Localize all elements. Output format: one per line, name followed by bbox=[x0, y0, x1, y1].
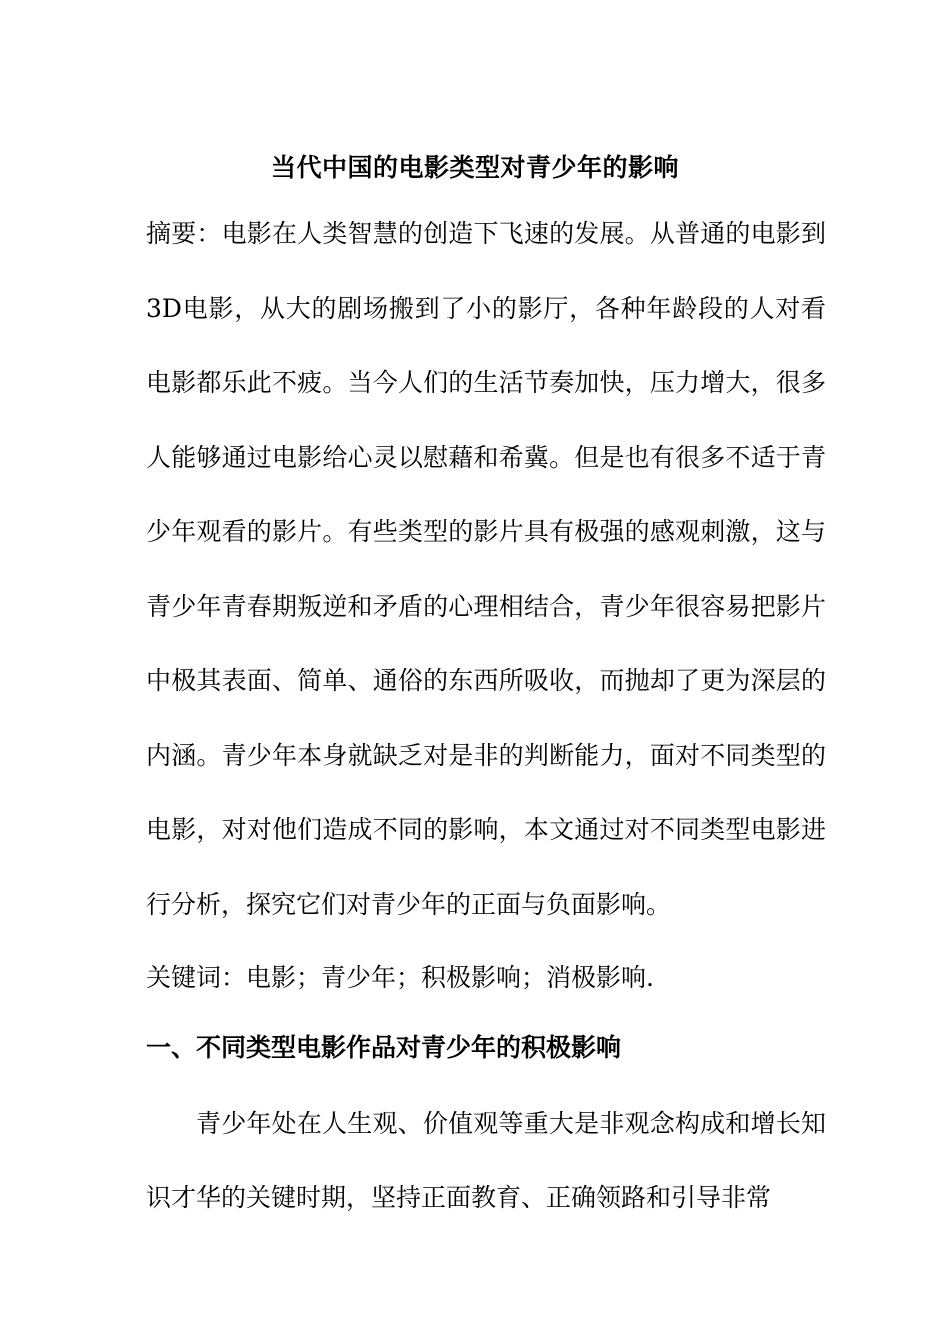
keywords-line: 关键词：电影；青少年；积极影响；消极影响. bbox=[146, 963, 654, 992]
body-paragraph: 青少年处在人生观、价值观等重大是非观念构成和增长知识才华的关键时期，坚持正面教育、正确领路和引导非常 bbox=[146, 1109, 826, 1212]
abstract-paragraph: 摘要：电影在人类智慧的创造下飞速的发展。从普通的电影到3D电影，从大的剧场搬到了小的影厅，各种年龄段的人对看电影都乐此不疲。当今人们的生活节奏加快，压力增大，很多人能够通过电影给心灵以慰藉和希冀。但是也有很多不适于青少年观看的影片。有些类型的影片具有极强的感观刺激，这与青少年青春期叛逆和矛盾的心理相结合，青少年很容易把影片中极其表面、简单、通俗的东西所吸收，而抛却了更为深层的内涵。青少年本身就缺乏对是非的判断能力，面对不同类型的电影，对对他们造成不同的影响，本文通过对不同类型电影进行分析，探究它们对青少年的正面与负面影响。 bbox=[146, 219, 826, 919]
document-title: 当代中国的电影类型对青少年的影响 bbox=[270, 152, 679, 182]
section-heading: 一、不同类型电影作品对青少年的积极影响 bbox=[146, 1033, 622, 1062]
